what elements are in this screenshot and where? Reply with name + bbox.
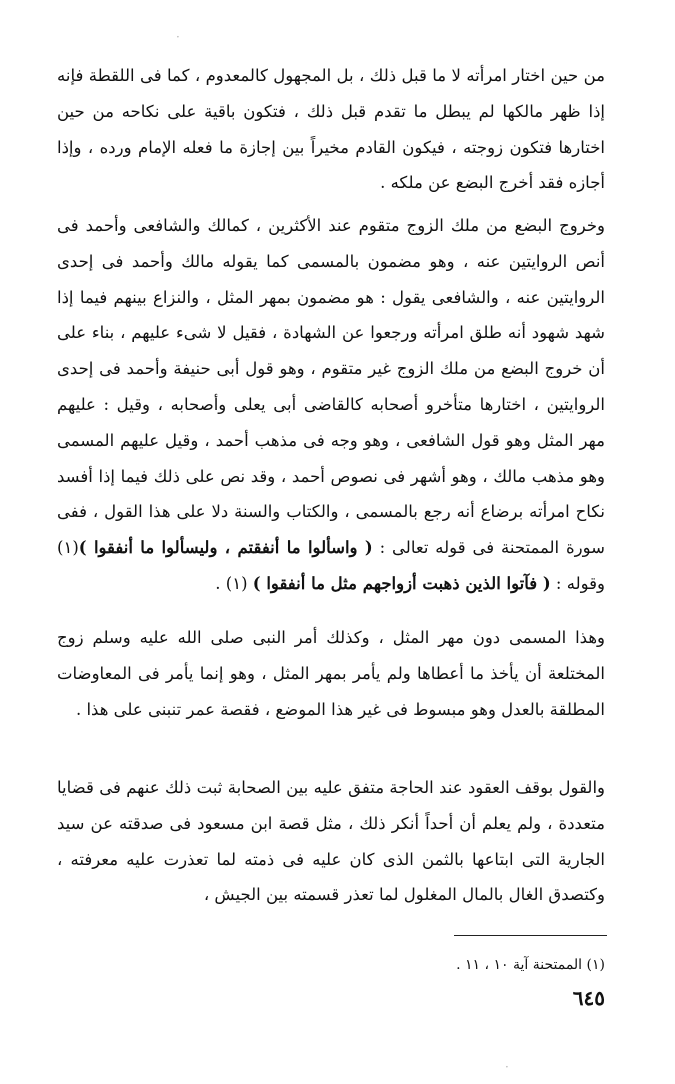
paragraph-2-text: وخروج البضع من ملك الزوج متقوم عند الأكثرين ، كمالك والشافعى وأحمد فى أنص الروايتين عنه ، وهو مضمون بالمسمى كما يقوله مالك وأحمد فى إحدى الروايتين عنه ، والشافعى يقول : هو مضمون بمهر المثل ، والنزاع بينهم فيما إذا شهد شهود أنه طلق امرأته ورجعوا عن الشهادة ، فقيل لا شىء عليهم ، بناء على أن خروج البضع من ملك الزوج غير متقوم ، وهو قول أبى حنيفة وأحمد فى إحدى الروايتين ، اختارها متأخرو أصحابه كالقاضى أبى يعلى وأصحابه ، وقيل : عليهم مهر المثل وهو قول الشافعى ، وهو وجه فى مذهب أحمد ، وقيل عليهم المسمى وهو مذهب مالك ، وهو أشهر فى نصوص أحمد ، وقد نص على ذلك فيما إذا أفسد نكاح امرأته برضاع أنه رجع بالمسمى ، والكتاب والسنة دلا على هذا القول ، ففى سورة الممتحنة فى قوله تعالى :: [57, 216, 605, 558]
footnote-ref-2: (١) .: [215, 573, 253, 593]
paragraph-1: من حين اختار امرأته لا ما قبل ذلك ، بل المجهول كالمعدوم ، كما فى اللقطة فإنه إذا ظهر مالكها لم يبطل ما تقدم قبل ذلك ، فتكون باقية على نكاحه من حين اختارها فتكون زوجته ، فيكون القادم مخيراً بين إجازة ما فعله الإمام ورده ، وإذا أجازه فقد أخرج البضع عن ملكه .: [57, 66, 605, 193]
quran-verse-1: ( واسألوا ما أنفقتم ، وليسألوا ما أنفقوا ): [78, 538, 373, 558]
verse-connector: وقوله :: [550, 573, 605, 593]
paragraph-3: وهذا المسمى دون مهر المثل ، وكذلك أمر النبى صلى الله عليه وسلم زوج المختلعة أن يأخذ ما أعطاها ولم يأمر بمهر المثل ، وهو إنما يأمر فى المعاوضات المطلقة بالعدل وهو مبسوط فى غير هذا الموضع ، فقصة عمر تنبنى على هذا .: [57, 628, 605, 719]
paragraph-2: [57, 208, 605, 602]
quran-verse-2: ( فآتوا الذين ذهبت أزواجهم مثل ما أنفقوا ): [252, 573, 551, 593]
scan-artifact-mark: ·: [176, 30, 180, 44]
page-number: ٦٤٥: [572, 986, 605, 1010]
footnote: (١) الممتحنة آية ١٠ ، ١١ .: [456, 957, 605, 973]
paragraph-4: والقول بوقف العقود عند الحاجة متفق عليه بين الصحابة ثبت ذلك عنهم فى قضايا متعددة ، ولم يعلم أن أحداً أنكر ذلك ، مثل قصة ابن مسعود فى صدقته عن سيد الجارية التى ابتاعها بالثمن الذى كان عليه فى ذمته لما تعذرت عليه معرفته ، وكتصدق الغال بالمال المغلول لما تعذر قسمته بين الجيش ،: [57, 778, 605, 905]
footnote-divider: [454, 935, 607, 936]
footnote-ref-1: (١): [57, 538, 79, 558]
scan-artifact-mark: ·: [505, 1060, 509, 1074]
